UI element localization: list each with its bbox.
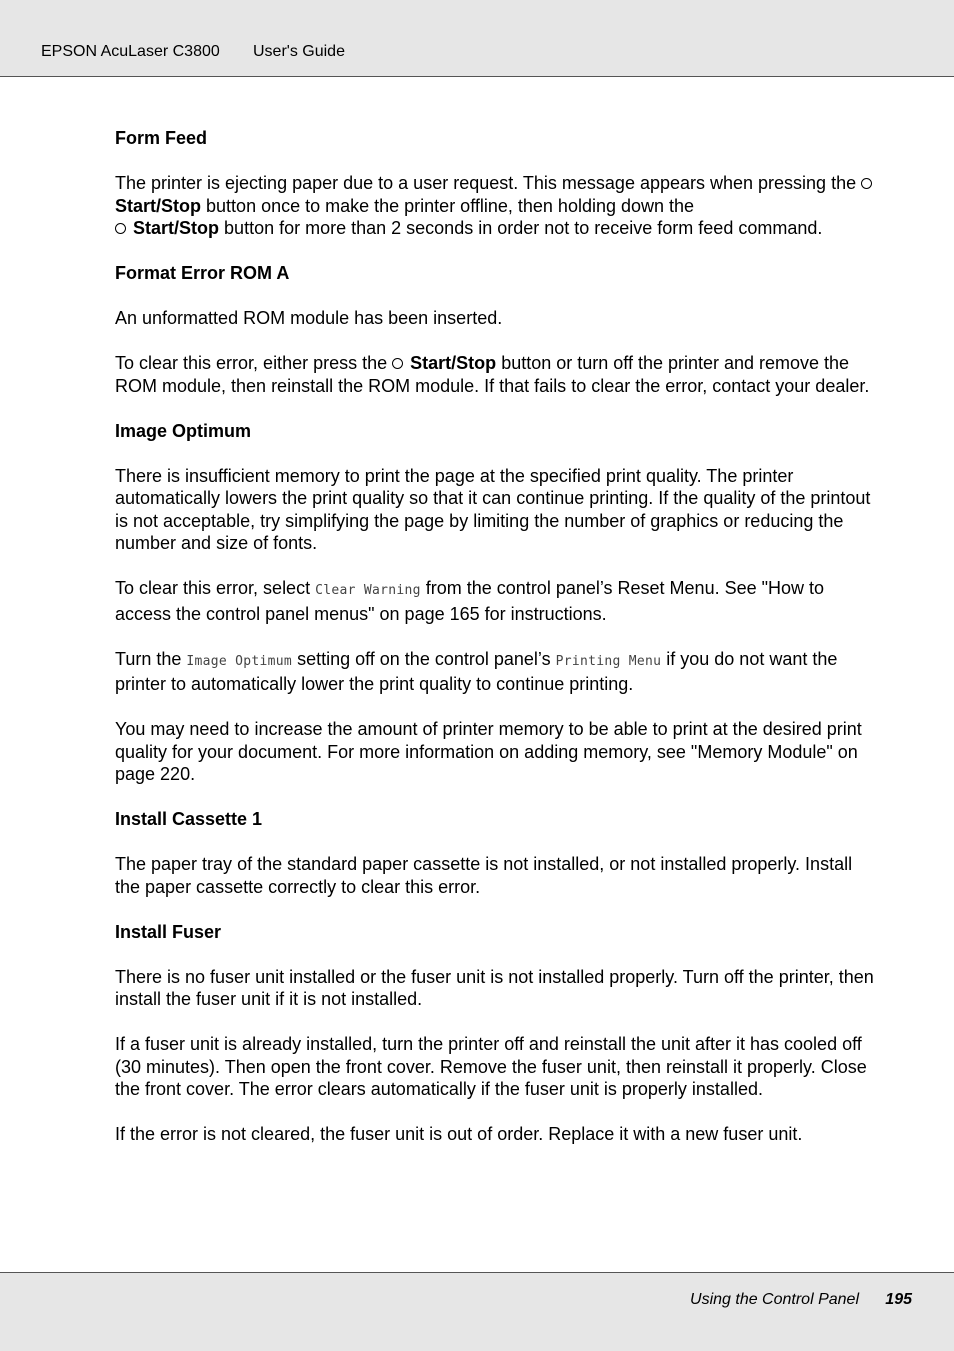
printing-menu-code: Printing Menu <box>555 653 662 669</box>
image-optimum-paragraph-4: You may need to increase the amount of printer memory to be able to print at the desired print quality for your document. For more information on adding memory, see "Memory Module" on page 220. <box>115 719 862 784</box>
start-stop-label: Start/Stop <box>410 353 497 373</box>
page-header <box>0 0 954 77</box>
format-error-paragraph-2: To clear this error, either press the Start/Stop button or turn off the printer and remove the ROM module, then reinstall the ROM module. If that fails to clear the error, contact your dealer. <box>115 353 870 396</box>
image-optimum-paragraph-3: Turn the Image Optimum setting off on the control panel’s Printing Menu if you do not want the printer to automatically lower the print quality to continue printing. <box>115 648 838 694</box>
start-stop-label: Start/Stop <box>115 195 202 216</box>
page-footer <box>0 1272 954 1351</box>
heading-install-cassette: Install Cassette 1 <box>115 809 263 829</box>
start-stop-circle-icon <box>861 178 872 189</box>
heading-image-optimum: Image Optimum <box>115 420 252 441</box>
heading-format-error: Format Error ROM A <box>115 263 290 283</box>
start-stop-circle-icon <box>115 223 126 234</box>
page-content <box>115 127 877 1168</box>
guide-name: User's Guide <box>253 43 345 60</box>
form-feed-paragraph: The printer is ejecting paper due to a user request. This message appears when pressing the Start/Stop button once to make the printer offline, then holding down the Start/Stop button for more than 2 seconds in order not to receive form feed command. <box>115 172 877 240</box>
clear-warning-code: Clear Warning <box>315 583 421 598</box>
install-fuser-paragraph-2: If a fuser unit is already installed, turn the printer off and reinstall the unit after it has cooled off (30 minutes). Then open the front cover. Remove the fuser unit, then reinstall it properly. Close the front cover. The error clears automatically if the fuser unit is properly installed. <box>115 1034 867 1099</box>
product-name: EPSON AcuLaser C3800 <box>41 43 220 60</box>
start-stop-label: Start/Stop <box>133 218 220 238</box>
image-optimum-code: Image Optimum <box>186 653 293 669</box>
image-optimum-paragraph-2: To clear this error, select Clear Warning from the control panel’s Reset Menu. See "How to access the control panel menus" on page 165 for instructions. <box>115 578 825 624</box>
format-error-paragraph-1: An unformatted ROM module has been inserted. <box>115 308 503 328</box>
page-number: 195 <box>885 1291 912 1308</box>
install-fuser-paragraph-3: If the error is not cleared, the fuser unit is out of order. Replace it with a new fuser unit. <box>115 1124 803 1144</box>
heading-install-fuser: Install Fuser <box>115 921 222 942</box>
start-stop-circle-icon <box>392 358 403 369</box>
heading-form-feed: Form Feed <box>115 128 208 148</box>
footer-section-title: Using the Control Panel <box>690 1291 859 1308</box>
install-cassette-paragraph: The paper tray of the standard paper cassette is not installed, or not installed properly. Install the paper cassette correctly to clear this error. <box>115 854 853 897</box>
install-fuser-paragraph-1: There is no fuser unit installed or the fuser unit is not installed properly. Turn off the printer, then install the fuser unit if it is not installed. <box>115 966 874 1009</box>
image-optimum-paragraph-1: There is insufficient memory to print the page at the specified print quality. The printer automatically lowers the print quality so that it can continue printing. If the quality of the printout is not acceptable, try simplifying the page by limiting the number of graphics or reducing the number and size of fonts. <box>115 465 871 553</box>
